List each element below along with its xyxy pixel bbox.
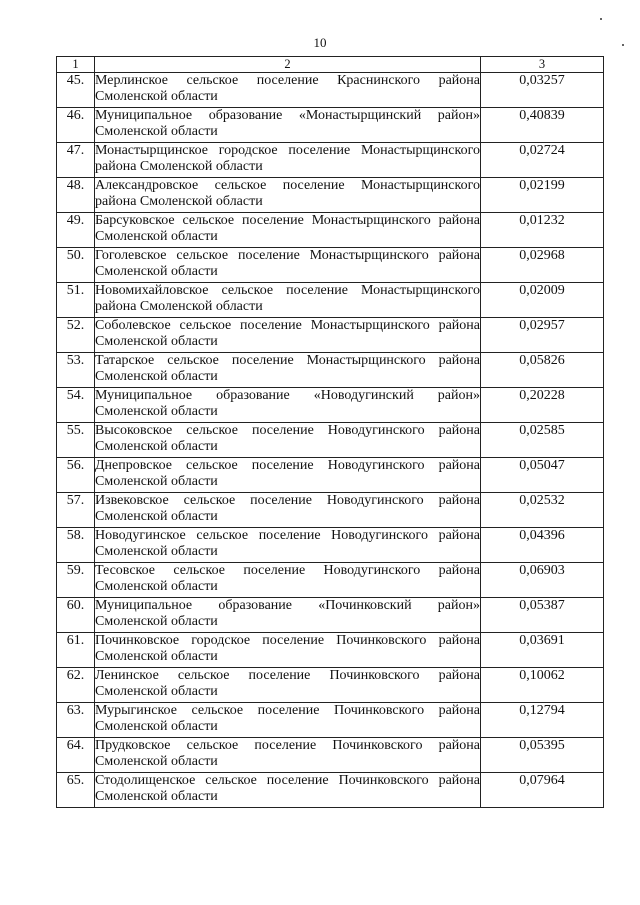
coefficient-value: 0,04396 (481, 528, 604, 563)
municipality-name: Мерлинское сельское поселение Краснинского района Смоленской области (95, 73, 481, 108)
coefficient-value: 0,05395 (481, 738, 604, 773)
row-number: 47. (57, 143, 95, 178)
table-row (57, 283, 604, 318)
row-number: 62. (57, 668, 95, 703)
coefficient-value: 0,07964 (481, 773, 604, 808)
row-number: 48. (57, 178, 95, 213)
coefficient-value: 0,02724 (481, 143, 604, 178)
coefficient-value: 0,06903 (481, 563, 604, 598)
coefficient-value: 0,40839 (481, 108, 604, 143)
table-row (57, 143, 604, 178)
row-number: 52. (57, 318, 95, 353)
row-number: 65. (57, 773, 95, 808)
municipality-name: Александровское сельское поселение Монастырщинского района Смоленской области (95, 178, 481, 213)
allocation-table (56, 56, 604, 808)
row-number: 60. (57, 598, 95, 633)
municipality-name: Муниципальное образование «Починковский район» Смоленской области (95, 598, 481, 633)
coefficient-value: 0,02199 (481, 178, 604, 213)
column-header-number: 1 (57, 57, 95, 73)
table-row (57, 598, 604, 633)
row-number: 54. (57, 388, 95, 423)
coefficient-value: 0,02585 (481, 423, 604, 458)
municipality-name: Монастырщинское городское поселение Монастырщинского района Смоленской области (95, 143, 481, 178)
row-number: 61. (57, 633, 95, 668)
municipality-name: Мурыгинское сельское поселение Починковского района Смоленской области (95, 703, 481, 738)
coefficient-value: 0,03691 (481, 633, 604, 668)
coefficient-value: 0,02009 (481, 283, 604, 318)
row-number: 45. (57, 73, 95, 108)
coefficient-value: 0,02532 (481, 493, 604, 528)
table-row (57, 738, 604, 773)
coefficient-value: 0,10062 (481, 668, 604, 703)
table-row (57, 703, 604, 738)
municipality-name: Муниципальное образование «Новодугинский район» Смоленской области (95, 388, 481, 423)
row-number: 49. (57, 213, 95, 248)
table-row (57, 423, 604, 458)
coefficient-value: 0,03257 (481, 73, 604, 108)
municipality-name: Гоголевское сельское поселение Монастырщинского района Смоленской области (95, 248, 481, 283)
scan-speck (622, 44, 624, 46)
column-header-value: 3 (481, 57, 604, 73)
table-row (57, 353, 604, 388)
table-row (57, 318, 604, 353)
table-row (57, 248, 604, 283)
table-row (57, 108, 604, 143)
municipality-name: Муниципальное образование «Монастырщинский район» Смоленской области (95, 108, 481, 143)
row-number: 58. (57, 528, 95, 563)
municipality-name: Новомихайловское сельское поселение Монастырщинского района Смоленской области (95, 283, 481, 318)
coefficient-value: 0,05047 (481, 458, 604, 493)
municipality-name: Соболевское сельское поселение Монастырщинского района Смоленской области (95, 318, 481, 353)
page-number: 10 (313, 35, 327, 50)
municipality-name: Починковское городское поселение Починковского района Смоленской области (95, 633, 481, 668)
table-row (57, 73, 604, 108)
municipality-name: Днепровское сельское поселение Новодугинского района Смоленской области (95, 458, 481, 493)
row-number: 51. (57, 283, 95, 318)
table-row (57, 773, 604, 808)
coefficient-value: 0,02957 (481, 318, 604, 353)
table-row (57, 213, 604, 248)
municipality-name: Барсуковское сельское поселение Монастырщинского района Смоленской области (95, 213, 481, 248)
coefficient-value: 0,02968 (481, 248, 604, 283)
row-number: 55. (57, 423, 95, 458)
municipality-name: Татарское сельское поселение Монастырщинского района Смоленской области (95, 353, 481, 388)
row-number: 56. (57, 458, 95, 493)
table-row (57, 563, 604, 598)
municipality-name: Ленинское сельское поселение Починковского района Смоленской области (95, 668, 481, 703)
column-header-name: 2 (95, 57, 481, 73)
municipality-name: Стодолищенское сельское поселение Починковского района Смоленской области (95, 773, 481, 808)
table-row (57, 668, 604, 703)
row-number: 64. (57, 738, 95, 773)
table-row (57, 178, 604, 213)
coefficient-value: 0,12794 (481, 703, 604, 738)
municipality-name: Извековское сельское поселение Новодугинского района Смоленской области (95, 493, 481, 528)
row-number: 59. (57, 563, 95, 598)
row-number: 57. (57, 493, 95, 528)
table-row (57, 633, 604, 668)
municipality-name: Новодугинское сельское поселение Новодугинского района Смоленской области (95, 528, 481, 563)
row-number: 46. (57, 108, 95, 143)
scan-speck (600, 18, 602, 20)
coefficient-value: 0,05826 (481, 353, 604, 388)
municipality-name: Прудковское сельское поселение Починковского района Смоленской области (95, 738, 481, 773)
row-number: 53. (57, 353, 95, 388)
coefficient-value: 0,01232 (481, 213, 604, 248)
table-row (57, 458, 604, 493)
coefficient-value: 0,20228 (481, 388, 604, 423)
municipality-name: Высоковское сельское поселение Новодугинского района Смоленской области (95, 423, 481, 458)
table-row (57, 528, 604, 563)
row-number: 50. (57, 248, 95, 283)
table-row (57, 493, 604, 528)
table-row (57, 388, 604, 423)
municipality-name: Тесовское сельское поселение Новодугинского района Смоленской области (95, 563, 481, 598)
row-number: 63. (57, 703, 95, 738)
coefficient-value: 0,05387 (481, 598, 604, 633)
table-header-row (57, 57, 604, 73)
